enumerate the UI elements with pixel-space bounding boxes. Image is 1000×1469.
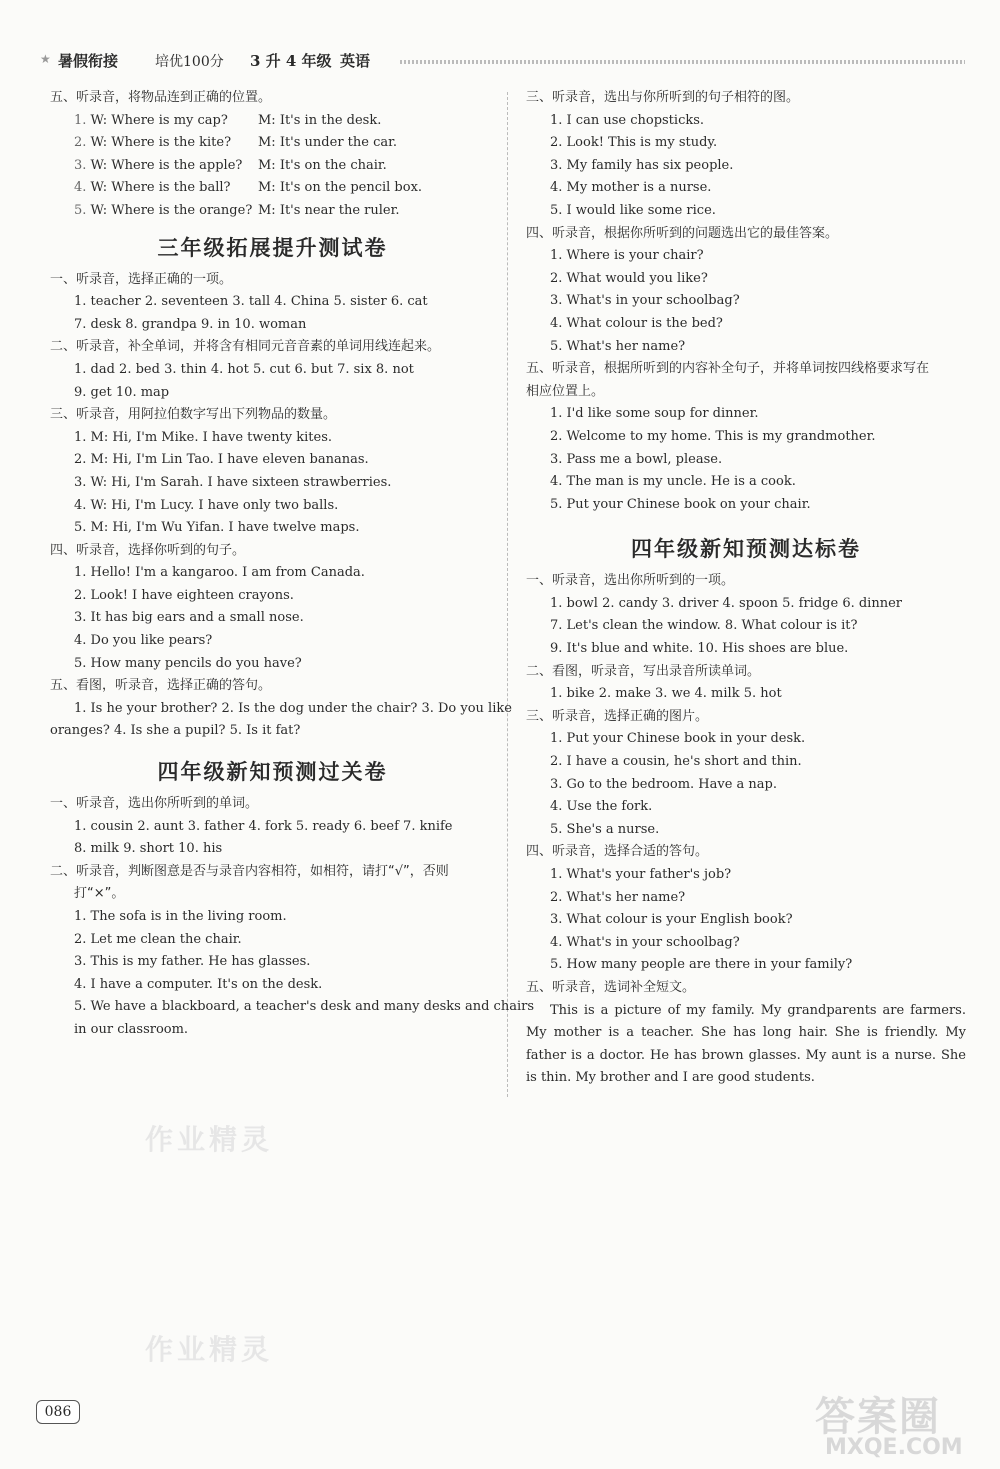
dialog-question: W: Where is the ball? — [90, 180, 231, 196]
section-heading: 相应位置上。 — [526, 383, 605, 399]
test-title: 四年级新知预测达标卷 — [631, 537, 861, 562]
header-title: 暑假衔接 — [58, 52, 119, 70]
answer-line: 1. Hello! I'm a kangaroo. I am from Canada. — [74, 565, 365, 581]
answer-line: 1. M: Hi, I'm Mike. I have twenty kites. — [74, 429, 333, 445]
dialog-answer: M: It's on the pencil box. — [258, 180, 423, 196]
answer-line: 5. How many people are there in your family? — [550, 957, 853, 973]
dialog-question: W: Where is my cap? — [90, 112, 228, 128]
answer-line: 1. I can use chopsticks. — [550, 112, 705, 128]
watermark-logo-text: 答案圈 — [815, 1394, 941, 1440]
answer-line: 3. Pass me a bowl, please. — [550, 451, 723, 467]
watermark-logo — [815, 1385, 985, 1465]
dialog-left — [74, 200, 258, 223]
answer-line: 5. We have a blackboard, a teacher's desk and many desks and chairs — [74, 999, 535, 1015]
answer-line: 3. W: Hi, I'm Sarah. I have sixteen strawberries. — [74, 474, 392, 490]
answer-line: 7. Let's clean the window. 8. What colour is it? — [550, 618, 858, 634]
passage-text: This is a picture of my family. My grandparents are farmers. My mother is a teacher. She has long hair. She is friendly. My father is a doctor. He has brown glasses. My aunt is a nurse. She is thin. My brother and I are good students. — [526, 1002, 966, 1086]
item-number: 5. — [74, 202, 87, 218]
answer-line: 4. Use the fork. — [550, 799, 653, 815]
section-heading: 四、听录音，选择你听到的句子。 — [50, 542, 246, 558]
answer-line: 1. I'd like some soup for dinner. — [550, 406, 759, 422]
answer-line: 1. bowl 2. candy 3. driver 4. spoon 5. fridge 6. dinner — [550, 595, 902, 611]
answer-line: 1. The sofa is in the living room. — [74, 909, 287, 924]
answer-line: 4. I have a computer. It's on the desk. — [74, 976, 323, 992]
answer-line: 5. I would like some rice. — [550, 202, 716, 218]
answer-line: 2. Look! This is my study. — [550, 135, 718, 151]
answer-line: oranges? 4. Is she a pupil? 5. Is it fat? — [50, 723, 301, 739]
header-grade: 3 升 4 年级 — [250, 52, 332, 70]
answer-line: 5. Put your Chinese book on your chair. — [550, 496, 811, 512]
section-heading: 一、听录音，选择正确的一项。 — [50, 271, 233, 287]
answer-line: 8. milk 9. short 10. his — [74, 841, 223, 857]
answer-line: in our classroom. — [74, 1021, 189, 1037]
answer-line: 7. desk 8. grandpa 9. in 10. woman — [74, 316, 307, 332]
section-heading: 三、听录音，用阿拉伯数字写出下列物品的数量。 — [50, 407, 337, 423]
answer-line: 3. My family has six people. — [550, 157, 734, 173]
section-heading: 四、听录音，根据你所听到的问题选出它的最佳答案。 — [526, 225, 839, 241]
answer-line: 5. She's a nurse. — [550, 821, 660, 837]
item-number: 3. — [74, 157, 87, 173]
answer-line: 4. Do you like pears? — [74, 633, 213, 649]
item-number: 2. — [74, 135, 87, 151]
section-heading: 五、听录音，根据所听到的内容补全句子，并将单词按四线格要求写在 — [526, 361, 930, 377]
answer-line: 3. Go to the bedroom. Have a nap. — [550, 776, 777, 792]
answer-line: 2. What would you like? — [550, 270, 708, 286]
column-divider — [507, 92, 508, 1097]
dialog-row — [50, 132, 495, 155]
answer-line: 9. It's blue and white. 10. His shoes are blue. — [550, 641, 849, 657]
dialog-answer: M: It's in the desk. — [258, 112, 382, 128]
section-heading: 五、听录音，选词补全短文。 — [526, 979, 696, 995]
answer-line: 1. Put your Chinese book in your desk. — [550, 731, 806, 747]
answer-line: 1. What's your father's job? — [550, 867, 732, 882]
answer-line: 2. Let me clean the chair. — [74, 931, 242, 947]
section-heading: 二、听录音，补全单词，并将含有相同元音音素的单词用线连起来。 — [50, 339, 441, 355]
answer-line: 1. Where is your chair? — [550, 248, 704, 264]
answer-line: 2. What's her name? — [550, 889, 686, 905]
answer-line: 1. bike 2. make 3. we 4. milk 5. hot — [550, 686, 782, 702]
page-header — [40, 48, 965, 74]
dialog-answer: M: It's under the car. — [258, 135, 398, 151]
section-heading: 五、听录音，将物品连到正确的位置。 — [50, 90, 272, 105]
dialog-left — [74, 132, 258, 155]
answer-line: 4. My mother is a nurse. — [550, 180, 712, 196]
answer-line: 4. W: Hi, I'm Lucy. I have only two balls. — [74, 497, 339, 513]
dialog-left — [74, 155, 258, 178]
section-heading: 二、看图，听录音，写出录音所读单词。 — [526, 663, 761, 679]
answer-line: 1. teacher 2. seventeen 3. tall 4. China 5. sister 6. cat — [74, 294, 428, 310]
answer-line: 3. This is my father. He has glasses. — [74, 954, 311, 970]
section-heading: 五、看图，听录音，选择正确的答句。 — [50, 678, 272, 694]
section-heading: 三、听录音，选出与你所听到的句子相符的图。 — [526, 90, 800, 105]
answer-line: 1. cousin 2. aunt 3. father 4. fork 5. ready 6. beef 7. knife — [74, 818, 453, 834]
test-title: 四年级新知预测过关卷 — [157, 760, 388, 785]
dialog-left — [74, 110, 258, 133]
answer-line: 5. How many pencils do you have? — [74, 655, 302, 671]
item-number: 4. — [74, 180, 87, 196]
dialog-question: W: Where is the kite? — [90, 135, 232, 151]
right-column — [526, 87, 966, 1090]
header-subtitle: 培优100分 — [155, 54, 224, 70]
answer-line: 5. M: Hi, I'm Wu Yifan. I have twelve maps. — [74, 520, 360, 536]
left-column — [50, 87, 535, 1042]
answer-line: 4. The man is my uncle. He is a cook. — [550, 474, 796, 490]
dialog-row — [50, 110, 495, 133]
test-title: 三年级拓展提升测试卷 — [157, 235, 388, 260]
answer-line: 2. I have a cousin, he's short and thin. — [550, 754, 802, 770]
header-subject: 英语 — [340, 52, 371, 70]
dialog-answer: M: It's near the ruler. — [258, 202, 400, 218]
section-heading: 一、听录音，选出你所听到的一项。 — [526, 573, 735, 589]
dialog-question: W: Where is the orange? — [90, 202, 253, 218]
answer-line: 5. What's her name? — [550, 338, 686, 354]
section-heading: 三、听录音，选择正确的图片。 — [526, 708, 709, 724]
answer-line: 1. Is he your brother? 2. Is the dog under the chair? 3. Do you like — [74, 700, 512, 716]
answer-line: 2. Look! I have eighteen crayons. — [74, 587, 294, 603]
star-icon: ★ — [40, 52, 51, 66]
header-rule — [400, 60, 965, 64]
answer-line: 2. Welcome to my home. This is my grandmother. — [550, 428, 876, 444]
dialog-question: W: Where is the apple? — [90, 157, 243, 173]
dialog-row — [50, 200, 495, 223]
section-heading: 四、听录音，选择合适的答句。 — [526, 844, 709, 860]
answer-line: 9. get 10. map — [74, 384, 170, 400]
answer-line: 4. What's in your schoolbag? — [550, 934, 740, 950]
page-number: 086 — [36, 1400, 80, 1424]
answer-line: 3. It has big ears and a small nose. — [74, 610, 304, 626]
dialog-row — [50, 155, 495, 178]
item-number: 1. — [74, 112, 87, 128]
section-heading: 一、听录音，选出你所听到的单词。 — [50, 796, 259, 812]
section-heading: 打“×”。 — [74, 886, 125, 902]
dialog-row — [50, 177, 495, 200]
answer-line: 3. What's in your schoolbag? — [550, 293, 740, 309]
answer-line: 4. What colour is the bed? — [550, 315, 723, 331]
watermark-url: MXQE.COM — [825, 1435, 963, 1460]
answer-line: 3. What colour is your English book? — [550, 912, 793, 928]
watermark-text: 作业精灵 — [145, 1333, 274, 1366]
answer-line: 2. M: Hi, I'm Lin Tao. I have eleven bananas. — [74, 452, 369, 468]
dialog-left — [74, 177, 258, 200]
dialog-answer: M: It's on the chair. — [258, 157, 387, 173]
watermark-text: 作业精灵 — [145, 1123, 274, 1156]
section-heading: 二、听录音，判断图意是否与录音内容相符，如相符，请打“√”，否则 — [50, 863, 449, 879]
answer-line: 1. dad 2. bed 3. thin 4. hot 5. cut 6. but 7. six 8. not — [74, 361, 414, 377]
